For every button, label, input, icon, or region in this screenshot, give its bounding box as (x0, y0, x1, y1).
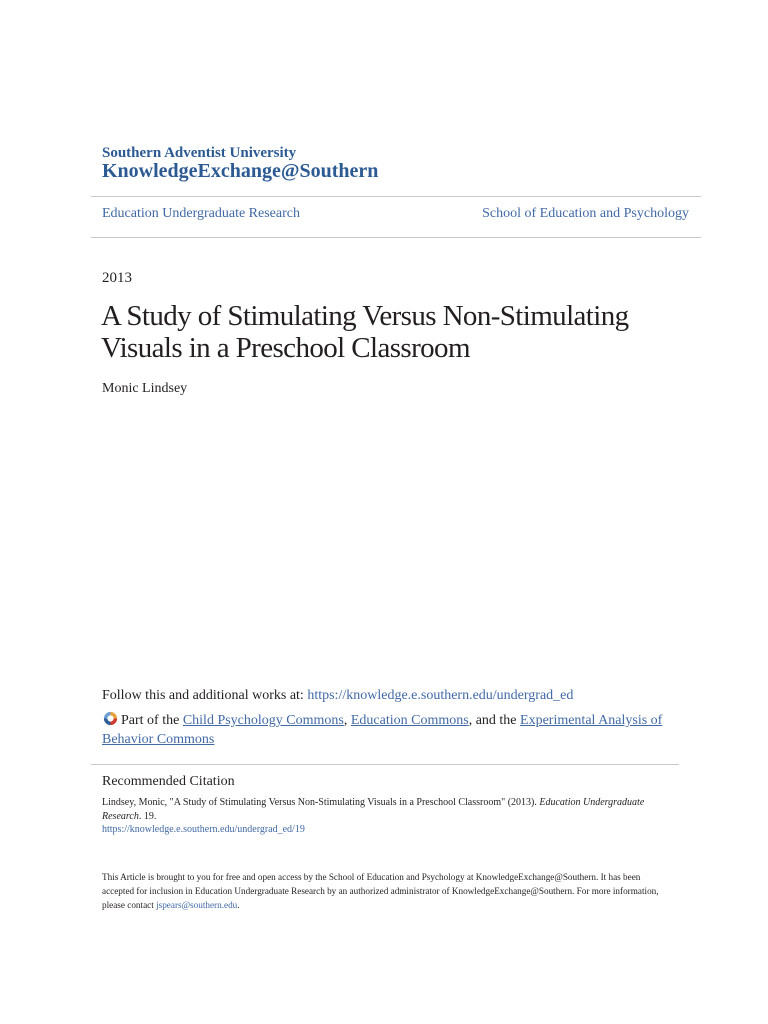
divider (91, 237, 701, 238)
divider (91, 196, 701, 197)
title-line: Visuals in a Preschool Classroom (101, 332, 470, 364)
publication-year: 2013 (102, 270, 132, 286)
digital-commons-network-icon (102, 710, 119, 727)
separator: , (343, 713, 351, 728)
citation-heading: Recommended Citation (102, 774, 235, 789)
commons-link[interactable]: Experimental Analysis of Behavior Commons (102, 713, 663, 747)
contact-email-link[interactable]: jspears@southern.edu (156, 900, 238, 910)
access-notice (102, 870, 662, 912)
divider (91, 764, 679, 765)
author-name: Monic Lindsey (102, 381, 188, 396)
paper-title (101, 300, 661, 364)
citation-url-link[interactable]: https://knowledge.e.southern.edu/undergrad_ed/19 (102, 824, 305, 835)
follow-line (102, 688, 692, 704)
follow-label: Follow this and additional works at: (102, 688, 308, 703)
part-of-label: Part of the (121, 713, 183, 728)
collection-url-link[interactable]: https://knowledge.e.southern.edu/undergrad_ed (307, 688, 574, 703)
separator: , and the (468, 713, 521, 728)
commons-link[interactable]: Education Commons (350, 713, 469, 728)
citation-text (102, 796, 682, 837)
department-link[interactable]: School of Education and Psychology (482, 206, 689, 221)
title-line: A Study of Stimulating Versus Non-Stimulating (101, 300, 629, 332)
citation-journal: Education Undergraduate Research (102, 797, 645, 822)
institution-name[interactable]: Southern Adventist University (102, 145, 297, 161)
notice-end: . (237, 900, 240, 910)
repository-name[interactable]: KnowledgeExchange@Southern (102, 160, 379, 182)
commons-link[interactable]: Child Psychology Commons (182, 713, 344, 728)
series-link[interactable]: Education Undergraduate Research (102, 206, 300, 221)
citation-body: Lindsey, Monic, "A Study of Stimulating Versus Non-Stimulating Visuals in a Preschool Classroom" (2013). (102, 797, 540, 808)
part-of-line (102, 710, 682, 749)
citation-suffix: . 19. (138, 810, 157, 822)
access-notice-text: This Article is brought to you for free and open access by the School of Education and Psychology at KnowledgeExchange@Southern. It has been accepted for inclusion in Education Undergraduate Research by an authorized administrator of KnowledgeExchange@Southern. For more information, please contact (102, 872, 659, 910)
